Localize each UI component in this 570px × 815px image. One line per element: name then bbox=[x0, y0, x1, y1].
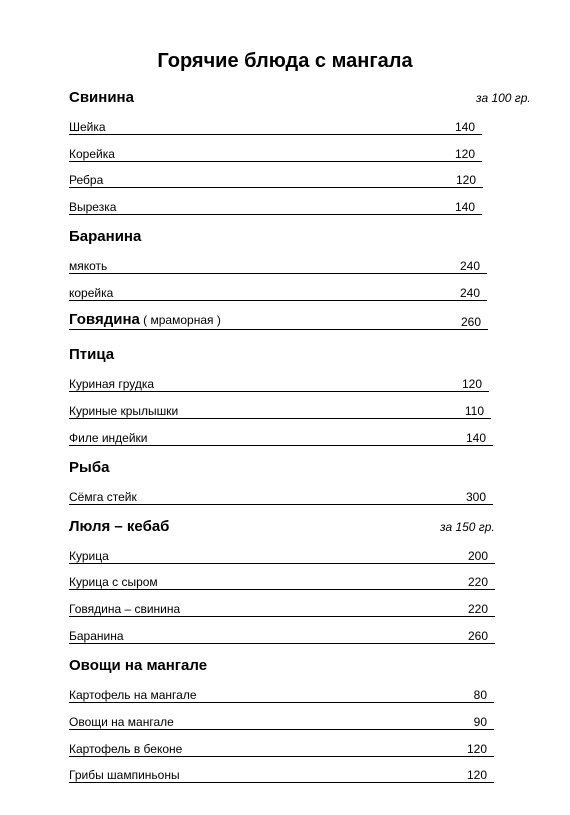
menu-row bbox=[69, 547, 495, 564]
item-name: корейка bbox=[69, 286, 114, 300]
item-price: 120 bbox=[454, 147, 475, 161]
item-name: Ребра bbox=[69, 173, 104, 187]
item-price: 200 bbox=[467, 549, 488, 563]
item-price: 120 bbox=[455, 173, 476, 187]
unit-label-pork: за 100 гр. bbox=[476, 91, 531, 105]
page-title: Горячие блюда с мангала bbox=[157, 50, 413, 72]
item-name: Корейка bbox=[69, 147, 115, 161]
menu-row bbox=[69, 766, 494, 783]
menu-row-beef bbox=[69, 313, 488, 330]
menu-row bbox=[69, 198, 482, 215]
item-price: 300 bbox=[465, 490, 486, 504]
item-name: Картофель в беконе bbox=[69, 742, 183, 756]
menu-row bbox=[69, 488, 493, 505]
item-price: 120 bbox=[466, 768, 487, 782]
menu-row bbox=[69, 402, 491, 419]
item-price: 220 bbox=[467, 575, 488, 589]
section-heading-kebab: Люля – кебаб bbox=[69, 518, 170, 535]
item-price: 140 bbox=[465, 431, 486, 445]
menu-row bbox=[69, 686, 494, 703]
section-heading-poultry: Птица bbox=[69, 346, 115, 363]
menu-row bbox=[69, 171, 483, 188]
item-name: Вырезка bbox=[69, 200, 117, 214]
item-name: Баранина bbox=[69, 629, 124, 643]
item-name: Овощи на мангале bbox=[69, 715, 174, 729]
item-price: 110 bbox=[464, 404, 484, 418]
item-price: 240 bbox=[459, 259, 480, 273]
menu-row bbox=[69, 573, 495, 590]
section-heading-lamb: Баранина bbox=[69, 228, 142, 245]
menu-row bbox=[69, 713, 494, 730]
section-heading-pork: Свинина bbox=[69, 89, 134, 106]
item-name: Сёмга стейк bbox=[69, 490, 137, 504]
item-name: Говядина – свинина bbox=[69, 602, 181, 616]
menu-row bbox=[69, 257, 487, 274]
menu-row bbox=[69, 284, 487, 301]
item-price: 220 bbox=[467, 602, 488, 616]
item-name: Шейка bbox=[69, 120, 106, 134]
item-price: 260 bbox=[460, 315, 481, 329]
item-price: 80 bbox=[473, 688, 487, 702]
item-name: Филе индейки bbox=[69, 431, 148, 445]
item-price: 140 bbox=[454, 120, 475, 134]
item-name: Куриная грудка bbox=[69, 377, 155, 391]
menu-row bbox=[69, 740, 494, 757]
menu-row bbox=[69, 375, 489, 392]
item-name: мякоть bbox=[69, 259, 108, 273]
menu-row bbox=[69, 429, 493, 446]
item-name: Картофель на мангале bbox=[69, 688, 197, 702]
item-name: Грибы шампиньоны bbox=[69, 768, 180, 782]
menu-row bbox=[69, 627, 495, 644]
item-price: 140 bbox=[454, 200, 475, 214]
item-price: 120 bbox=[466, 742, 487, 756]
beef-heading-text: Говядина bbox=[69, 311, 140, 328]
item-price: 240 bbox=[459, 286, 480, 300]
item-price: 90 bbox=[473, 715, 487, 729]
item-name: Курица с сыром bbox=[69, 575, 158, 589]
section-heading-vegetables: Овощи на мангале bbox=[69, 657, 208, 674]
section-heading-beef bbox=[69, 311, 221, 329]
item-name: Куриные крылышки bbox=[69, 404, 179, 418]
item-name: Курица bbox=[69, 549, 109, 563]
menu-row bbox=[69, 145, 482, 162]
item-price: 260 bbox=[467, 629, 488, 643]
beef-note: ( мраморная ) bbox=[139, 313, 221, 327]
section-heading-fish: Рыба bbox=[69, 459, 110, 476]
item-price: 120 bbox=[461, 377, 482, 391]
unit-label-kebab: за 150 гр. bbox=[440, 520, 495, 534]
menu-row bbox=[69, 600, 495, 617]
menu-row bbox=[69, 118, 482, 135]
